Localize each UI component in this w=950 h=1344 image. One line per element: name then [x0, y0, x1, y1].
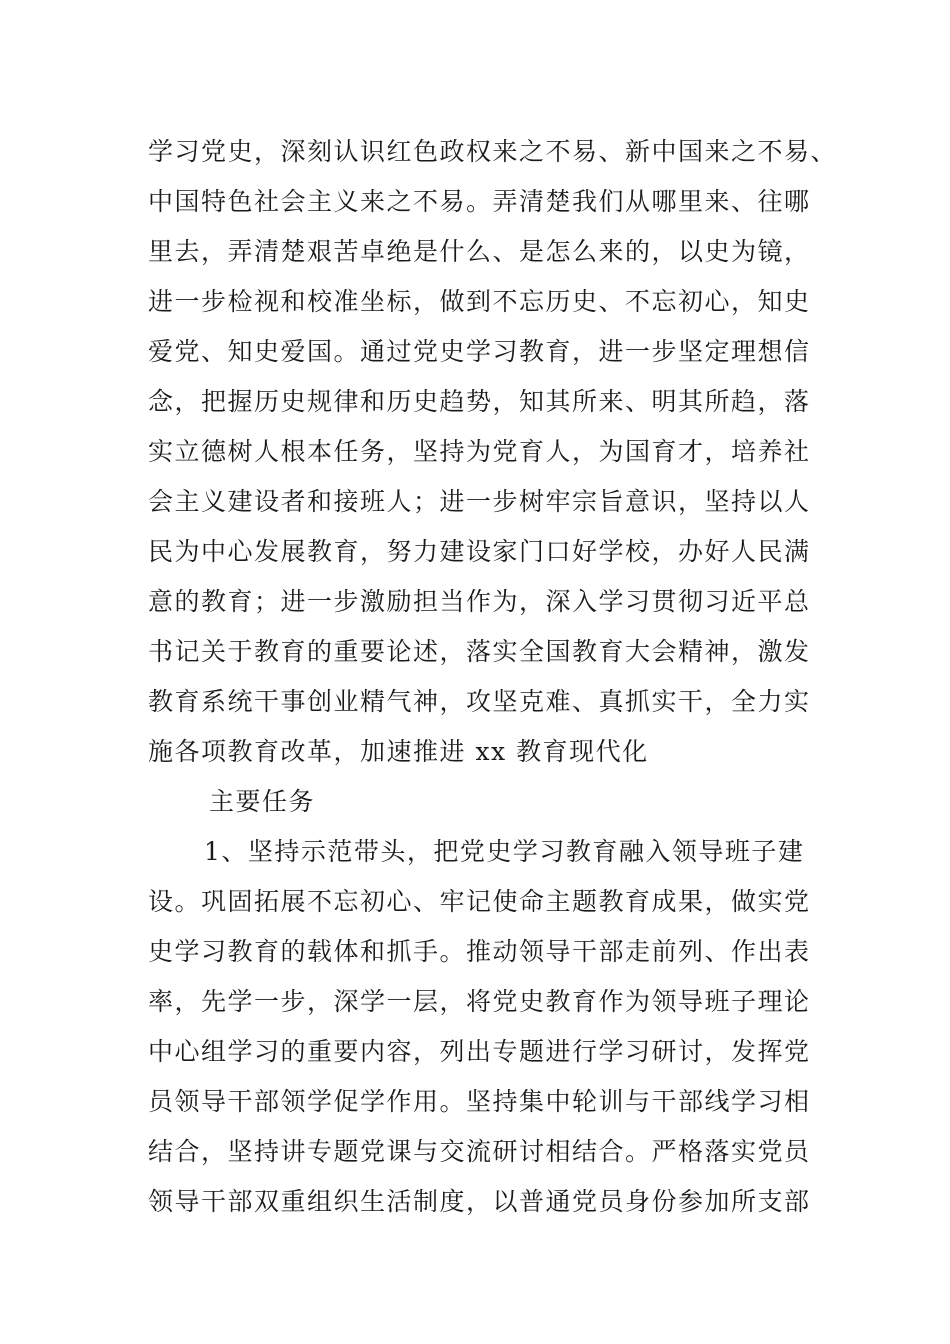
- paragraph1-line-11: 书记关于教育的重要论述，落实全国教育大会精神，激发: [148, 637, 811, 666]
- paragraph2-line-6: 员领导干部领学促学作用。坚持集中轮训与干部线学习相: [148, 1087, 811, 1116]
- paragraph2-line-8: 领导干部双重组织生活制度，以普通党员身份参加所支部: [148, 1187, 811, 1216]
- paragraph2-line-3: 史学习教育的载体和抓手。推动领导干部走前列、作出表: [148, 937, 811, 966]
- paragraph2-line-1: 1、坚持示范带头，把党史学习教育融入领导班子建: [204, 837, 805, 866]
- paragraph1-line-8: 会主义建设者和接班人；进一步树牢宗旨意识，坚持以人: [148, 487, 811, 516]
- paragraph2-line-2: 设。巩固拓展不忘初心、牢记使命主题教育成果，做实党: [148, 887, 811, 916]
- paragraph1-line-7: 实立德树人根本任务，坚持为党育人，为国育才，培养社: [148, 437, 811, 466]
- paragraph1-line-2: 中国特色社会主义来之不易。弄清楚我们从哪里来、往哪: [148, 187, 811, 216]
- paragraph1-line-6: 念，把握历史规律和历史趋势，知其所来、明其所趋，落: [148, 387, 811, 416]
- paragraph1-line-1: 学习党史，深刻认识红色政权来之不易、新中国来之不易、: [148, 137, 838, 166]
- paragraph2-line-7: 结合，坚持讲专题党课与交流研讨相结合。严格落实党员: [148, 1137, 811, 1166]
- paragraph2-line-5: 中心组学习的重要内容，列出专题进行学习研讨，发挥党: [148, 1037, 811, 1066]
- paragraph1-line-10: 意的教育；进一步激励担当作为，深入学习贯彻习近平总: [148, 587, 811, 616]
- paragraph1-line-4: 进一步检视和校准坐标，做到不忘历史、不忘初心，知史: [148, 287, 811, 316]
- paragraph1-line-13: 施各项教育改革，加速推进 xx 教育现代化: [148, 737, 649, 766]
- paragraph1-line-5: 爱党、知史爱国。通过党史学习教育，进一步坚定理想信: [148, 337, 811, 366]
- section-heading: 主要任务: [209, 787, 316, 816]
- paragraph2-line-4: 率，先学一步，深学一层，将党史教育作为领导班子理论: [148, 987, 811, 1016]
- paragraph1-line-9: 民为中心发展教育，努力建设家门口好学校，办好人民满: [148, 537, 811, 566]
- document-body: [148, 127, 838, 1227]
- paragraph1-line-12: 教育系统干事创业精气神，攻坚克难、真抓实干，全力实: [148, 687, 811, 716]
- paragraph1-line-3: 里去，弄清楚艰苦卓绝是什么、是怎么来的，以史为镜，: [148, 237, 811, 266]
